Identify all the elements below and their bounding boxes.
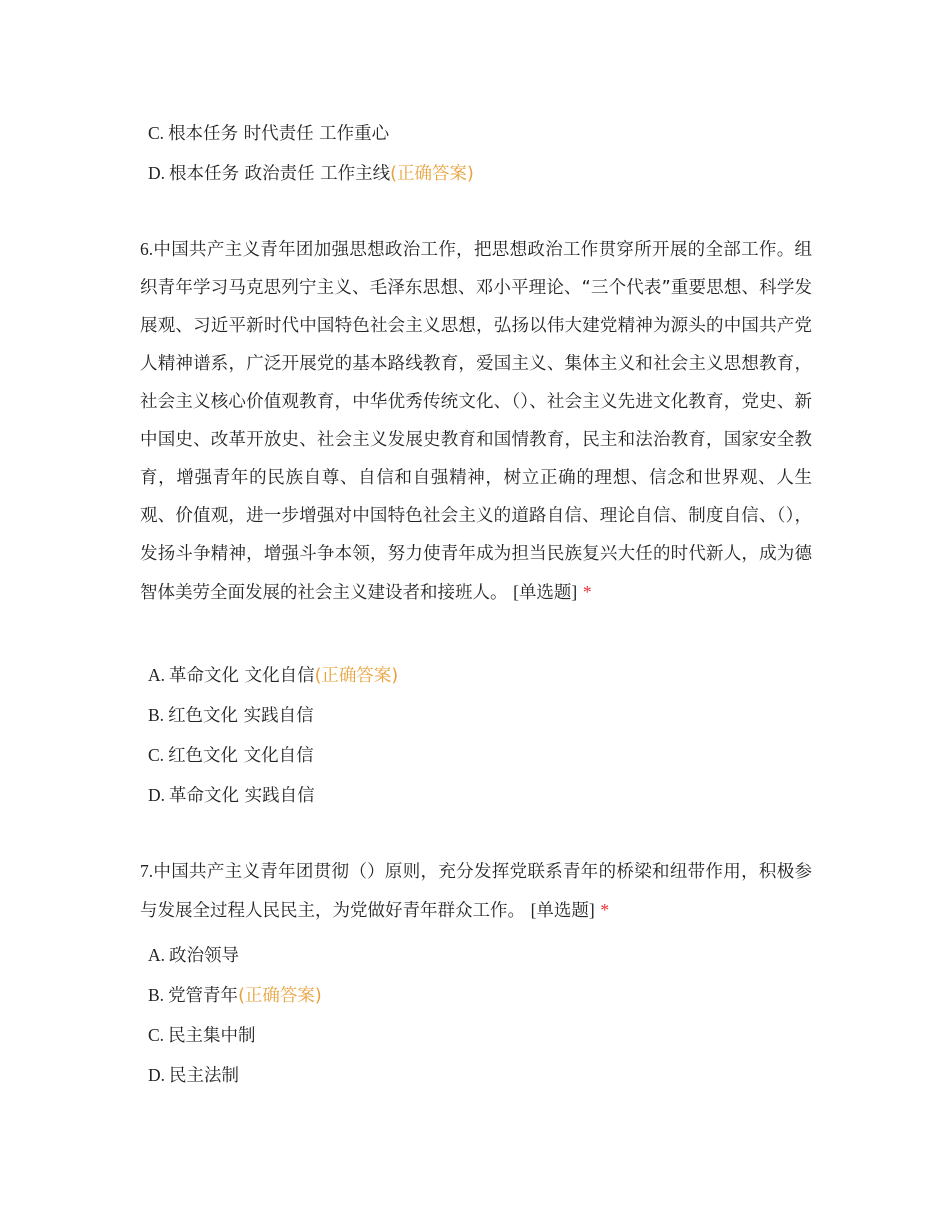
option-text: 党管青年 — [168, 986, 239, 1006]
option-b[interactable] — [148, 702, 314, 729]
option-b[interactable] — [148, 982, 322, 1009]
option-text: 红色文化 实践自信 — [168, 706, 314, 726]
option-text: 革命文化 实践自信 — [169, 786, 315, 806]
option-d[interactable] — [148, 160, 474, 187]
option-text: 根本任务 政治责任 工作主线 — [169, 164, 391, 184]
option-d[interactable] — [148, 782, 315, 809]
question-number: 7. — [140, 861, 154, 881]
option-letter: C. — [148, 1025, 165, 1045]
option-a[interactable] — [148, 662, 398, 689]
option-letter: B. — [148, 985, 165, 1005]
option-a[interactable] — [148, 942, 239, 969]
required-mark: * — [582, 582, 592, 602]
option-text: 政治领导 — [169, 946, 240, 966]
question-type-tag: [单选题] — [513, 582, 578, 602]
question-7 — [140, 852, 812, 930]
correct-answer-label: (正确答案) — [390, 164, 474, 184]
option-text: 民主集中制 — [168, 1026, 256, 1046]
option-text: 民主法制 — [169, 1066, 240, 1086]
option-letter: C. — [148, 123, 165, 143]
option-letter: A. — [148, 665, 166, 685]
question-text: 中国共产主义青年团加强思想政治工作，把思想政治工作贯穿所开展的全部工作。组织青年学习马克思列宁主义、毛泽东思想、邓小平理论、“三个代表”重要思想、科学发展观、习近平新时代中国特色社会主义思想，弘扬以伟大建党精神为源头的中国共产党人精神谱系，广泛开展党的基本路线教育，爱国主义、集体主义和社会主义思想教育，社会主义核心价值观教育，中华优秀传统文化、（）、社会主义先进文化教育，党史、新中国史、改革开放史、社会主义发展史教育和国情教育，民主和法治教育，国家安全教育，增强青年的民族自尊、自信和自强精神，树立正确的理想、信念和世界观、人生观、价值观，进一步增强对中国特色社会主义的道路自信、理论自信、制度自信、（），发扬斗争精神，增强斗争本领，努力使青年成为担当民族复兴大任的时代新人，成为德智体美劳全面发展的社会主义建设者和接班人。 — [140, 240, 812, 603]
question-6 — [140, 230, 812, 612]
option-letter: D. — [148, 163, 166, 183]
option-text: 根本任务 时代责任 工作重心 — [168, 124, 390, 144]
option-letter: D. — [148, 785, 166, 805]
option-letter: D. — [148, 1065, 166, 1085]
option-c[interactable] — [148, 742, 314, 769]
option-letter: C. — [148, 745, 165, 765]
option-text: 红色文化 文化自信 — [168, 746, 314, 766]
correct-answer-label: (正确答案) — [238, 986, 322, 1006]
option-c[interactable] — [148, 1022, 256, 1049]
question-number: 6. — [140, 239, 154, 259]
correct-answer-label: (正确答案) — [314, 666, 399, 686]
option-text: 革命文化 文化自信 — [169, 666, 315, 686]
option-letter: B. — [148, 705, 165, 725]
required-mark: * — [600, 900, 610, 920]
question-text: 中国共产主义青年团贯彻（）原则，充分发挥党联系青年的桥梁和纽带作用，积极参与发展全过程人民民主，为党做好青年群众工作。 — [140, 862, 812, 921]
option-d[interactable] — [148, 1062, 239, 1089]
option-letter: A. — [148, 945, 166, 965]
question-type-tag: [单选题] — [530, 900, 595, 920]
option-c[interactable] — [148, 120, 389, 147]
